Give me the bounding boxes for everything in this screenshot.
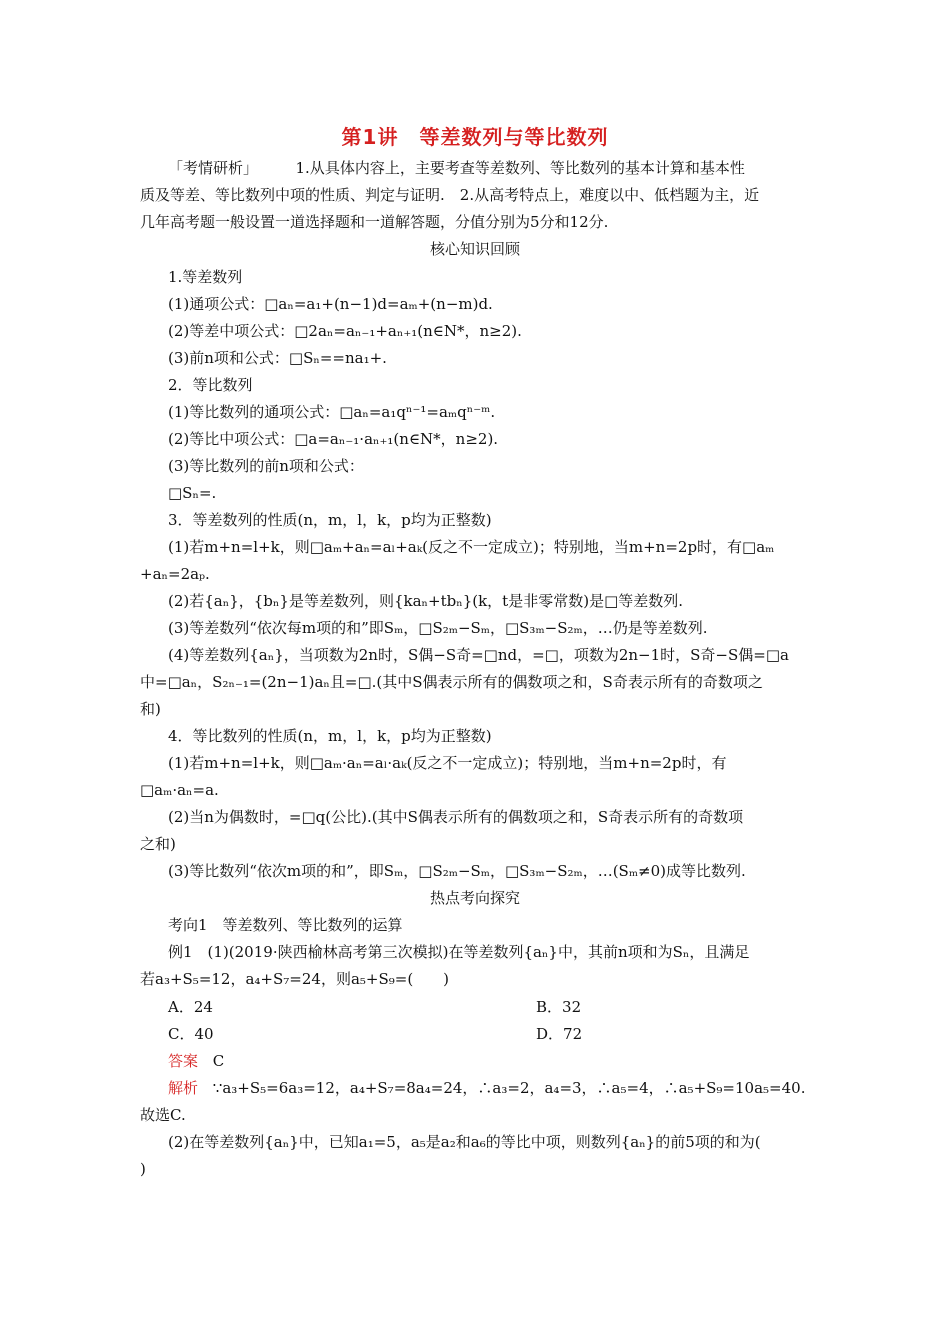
item-line: (2)若{aₙ}，{bₙ}是等差数列，则{kaₙ+tbₙ}(k，t是非零常数)是□等差数列. (168, 592, 684, 610)
item-line: □aₘ·aₙ=a. (140, 781, 219, 799)
section-heading-review: 核心知识回顾 (429, 240, 520, 258)
item-line: □Sₙ=. (168, 484, 217, 502)
item-line: (1)若m+n=l+k，则□aₘ·aₙ=aₗ·aₖ(反之不一定成立)；特别地，当m+n=2p时，有 (168, 754, 727, 772)
intro-line-2: 质及等差、等比数列中项的性质、判定与证明. 2.从高考特点上，难度以中、低档题为主，近 (140, 186, 760, 204)
example-line-2: 若a₃+S₅=12，a₄+S₇=24，则a₅+S₉=( ) (140, 970, 450, 988)
option-a: A．24 (168, 998, 213, 1016)
item-line: 和) (140, 700, 161, 718)
part2-line-2: ) (140, 1160, 146, 1178)
item-line: (1)通项公式：□aₙ=a₁+(n−1)d=aₘ+(n−m)d. (168, 295, 493, 313)
page-title: 第1讲 等差数列与等比数列 (341, 125, 609, 149)
item-line: 1.等差数列 (168, 268, 243, 286)
analysis-text: ∵a₃+S₅=6a₃=12，a₄+S₇=8a₄=24，∴a₃=2，a₄=3，∴a₅=4，∴a₅+S₉=10a₅=40. (212, 1079, 806, 1097)
item-line: 之和) (140, 835, 176, 853)
analysis-label: 解析 (168, 1079, 199, 1097)
item-line: (4)等差数列{aₙ}，当项数为2n时，S偶−S奇=□nd，=□，项数为2n−1时，S奇−S偶=□a (168, 646, 789, 664)
part2-line-1: (2)在等差数列{aₙ}中，已知a₁=5，a₅是a₂和a₆的等比中项，则数列{aₙ}的前5项的和为( (168, 1133, 761, 1151)
item-line: 2．等比数列 (168, 376, 253, 394)
example-line-1: 例1 (1)(2019·陕西榆林高考第三次模拟)在等差数列{aₙ}中，其前n项和为Sₙ，且满足 (168, 943, 750, 961)
option-d: D．72 (536, 1025, 583, 1043)
direction-heading: 考向1 等差数列、等比数列的运算 (168, 916, 403, 934)
item-line: +aₙ=2aₚ. (140, 565, 210, 583)
item-line: 3．等差数列的性质(n，m，l，k，p均为正整数) (168, 511, 492, 529)
section-heading-hotspots: 热点考向探究 (429, 889, 520, 907)
item-line: 4．等比数列的性质(n，m，l，k，p均为正整数) (168, 727, 492, 745)
intro-line-3: 几年高考题一般设置一道选择题和一道解答题，分值分别为5分和12分. (140, 213, 609, 231)
answer-line (168, 1050, 224, 1072)
item-line: (2)等差中项公式：□2aₙ=aₙ₋₁+aₙ₊₁(n∈N*，n≥2). (168, 322, 522, 340)
intro-line-1: 「考情研析」 1.从具体内容上，主要考查等差数列、等比数列的基本计算和基本性 (168, 159, 745, 177)
item-line: (2)等比中项公式：□a=aₙ₋₁·aₙ₊₁(n∈N*，n≥2). (168, 430, 499, 448)
item-line: (3)等差数列“依次每m项的和”即Sₘ，□S₂ₘ−Sₘ，□S₃ₘ−S₂ₘ，…仍是等差数列. (168, 619, 708, 637)
item-line: (1)若m+n=l+k，则□aₘ+aₙ=aₗ+aₖ(反之不一定成立)；特别地，当m+n=2p时，有□aₘ (168, 538, 775, 556)
option-c: C．40 (168, 1025, 214, 1043)
item-line: (3)前n项和公式：□Sₙ==na₁+. (168, 349, 387, 367)
item-line: (1)等比数列的通项公式：□aₙ=a₁qⁿ⁻¹=aₘqⁿ⁻ᵐ. (168, 403, 496, 421)
answer-value: C (212, 1052, 225, 1070)
item-line: 中=□aₙ，S₂ₙ₋₁=(2n−1)aₙ且=□.(其中S偶表示所有的偶数项之和，S奇表示所有的奇数项之 (140, 673, 763, 691)
analysis-end: 故选C. (140, 1106, 186, 1124)
analysis-line (168, 1077, 805, 1099)
option-b: B．32 (536, 998, 582, 1016)
item-line: (2)当n为偶数时，=□q(公比).(其中S偶表示所有的偶数项之和，S奇表示所有的奇数项 (168, 808, 744, 826)
answer-label: 答案 (168, 1052, 199, 1070)
item-line: (3)等比数列的前n项和公式： (168, 457, 364, 475)
item-line: (3)等比数列“依次m项的和”，即Sₘ，□S₂ₘ−Sₘ，□S₃ₘ−S₂ₘ，…(Sₘ≠0)成等比数列. (168, 862, 746, 880)
